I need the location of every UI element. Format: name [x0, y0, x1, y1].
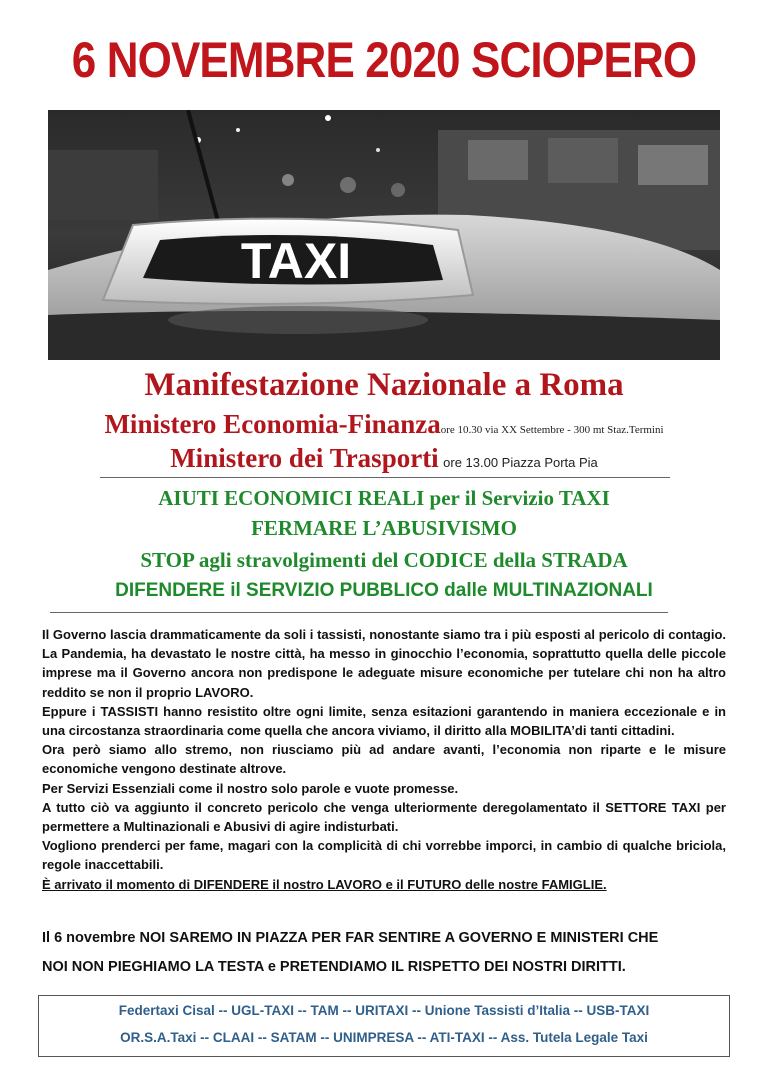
body-paragraph: Il Governo lascia drammaticamente da soli i tassisti, nonostante siamo tra i più esposti al pericolo di contagio. La Pandemia, ha devastato le nostre città, ha messo in ginocchio l’economia, soprattutto quella delle piccole imprese ma il Governo ancora non predispone le adeguate misure economiche per tutelare chi non ha altro reddito se non il proprio LAVORO.: [42, 627, 726, 700]
poster-title: 6 NOVEMBRE 2020 SCIOPERO: [71, 32, 697, 88]
ministry-name: Ministero Economia-Finanza: [104, 409, 441, 439]
body-paragraph: Eppure i TASSISTI hanno resistito oltre ogni limite, senza esitazioni garantendo in maniera eccezionale e in una circostanza straordinaria come quella che ancora viviamo, il diritto alla MOBILITA’di tanti cittadini.: [42, 703, 726, 739]
organizations-box: [38, 995, 730, 1057]
slogan: FERMARE L’ABUSIVISMO: [251, 516, 517, 540]
slogan: STOP agli stravolgimenti del CODICE della STRADA: [140, 548, 628, 572]
slogan: DIFENDERE il SERVIZIO PUBBLICO dalle MULTINAZIONALI: [115, 580, 653, 601]
ministry-note: ore 10.30 via XX Settembre - 300 mt Staz.Termini: [440, 424, 664, 436]
taxi-sign-text: TAXI: [240, 233, 352, 289]
slogan: AIUTI ECONOMICI REALI per il Servizio TAXI: [158, 486, 610, 510]
taxi-sign-photo: [48, 110, 720, 360]
subtitle: Manifestazione Nazionale a Roma: [144, 367, 624, 403]
organizations-line: OR.S.A.Taxi -- CLAAI -- SATAM -- UNIMPRESA -- ATI-TAXI -- Ass. Tutela Legale Taxi: [120, 1030, 648, 1045]
ministry-note: ore 13.00 Piazza Porta Pia: [443, 455, 598, 470]
closing-line: Il 6 novembre NOI SAREMO IN PIAZZA PER FAR SENTIRE A GOVERNO E MINISTERI CHE: [42, 930, 659, 946]
organizations-line: Federtaxi Cisal -- UGL-TAXI -- TAM -- URITAXI -- Unione Tassisti d’Italia -- USB-TAXI: [118, 1003, 650, 1018]
body-underlined: È arrivato il momento di DIFENDERE il nostro LAVORO e il FUTURO delle nostre FAMIGLIE.: [42, 876, 607, 892]
ministry-economia: [0, 408, 768, 446]
body-paragraph: Ora però siamo allo stremo, non riusciamo più ad andare avanti, l’economia non riparte e le misure economiche vengono destinate altrove.: [42, 742, 726, 777]
divider: [50, 612, 668, 613]
closing-line: NOI NON PIEGHIAMO LA TESTA e PRETENDIAMO IL RISPETTO DEI NOSTRI DIRITTI.: [42, 959, 626, 975]
body-paragraph: Per Servizi Essenziali come il nostro solo parole e vuote promesse.: [42, 780, 459, 796]
body-paragraph: Vogliono prenderci per fame, magari con la complicità di chi vorrebbe imporci, in cambio di qualche briciola, regole inaccettabili.: [42, 838, 726, 873]
ministry-name: Ministero dei Trasporti: [170, 443, 439, 473]
closing-statement: [42, 924, 732, 982]
body-text: [42, 625, 726, 894]
ministry-trasporti: [0, 442, 768, 479]
body-paragraph: A tutto ciò va aggiunto il concreto pericolo che venga ulteriormente deregolamentato il SETTORE TAXI per permettere a Multinazionali e Abusivi di agire indisturbati.: [42, 799, 726, 835]
